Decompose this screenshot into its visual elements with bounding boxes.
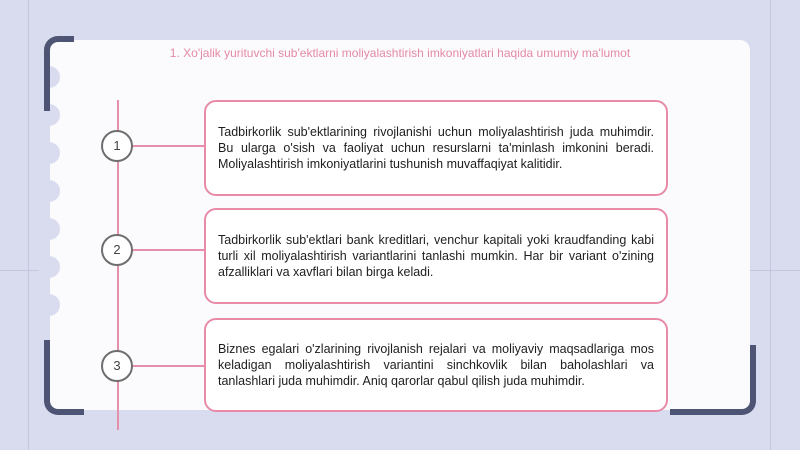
info-box — [204, 208, 668, 304]
info-box — [204, 100, 668, 196]
step-number-circle: 2 — [101, 234, 133, 266]
info-box-text: Biznes egalari o'zlarining rivojlanish rejalari va moliyaviy maqsadlariga mos keladigan moliyalashtirish variantini sinchkovlik bilan baholashlari va tanlashlari juda muhimdir. Aniq qarorlar qabul qilish juda muhimdir. — [218, 342, 654, 388]
info-box-text: Tadbirkorlik sub'ektlari bank kreditlari, venchur kapitali yoki kraudfanding kabi turli xil moliyalashtirish variantlarini tanlashi mumkin. Har bir variant o'zining afzalliklari va xavflari bilan birga keladi. — [218, 233, 654, 279]
binder-hole — [38, 218, 60, 240]
connector-line — [132, 249, 204, 251]
step-number-circle: 3 — [101, 350, 133, 382]
background-guide-vertical-right — [770, 0, 771, 450]
binder-hole — [38, 256, 60, 278]
info-box-text: Tadbirkorlik sub'ektlarining rivojlanishi uchun moliyalashtirish juda muhimdir. Bu ularga o'sish va faoliyat uchun resurslarni ta'minlash imkonini beradi. Moliyalashtirish imkoniyatlarini tushunish muvaffaqiyat kalitidir. — [218, 125, 654, 171]
binder-hole — [38, 294, 60, 316]
corner-bracket-bottom-right — [670, 345, 756, 415]
binder-hole — [38, 180, 60, 202]
corner-bracket-bottom-left — [44, 340, 84, 415]
background-guide-vertical-left — [28, 0, 29, 450]
connector-line — [132, 365, 204, 367]
info-box — [204, 318, 668, 412]
step-number-circle: 1 — [101, 130, 133, 162]
connector-line — [132, 145, 204, 147]
binder-hole — [38, 142, 60, 164]
slide-title: 1. Xo'jalik yurituvchi sub'ektlarni moliyalashtirish imkoniyatlari haqida umumiy ma'lumot — [169, 46, 631, 60]
corner-bracket-top-left — [44, 36, 74, 111]
